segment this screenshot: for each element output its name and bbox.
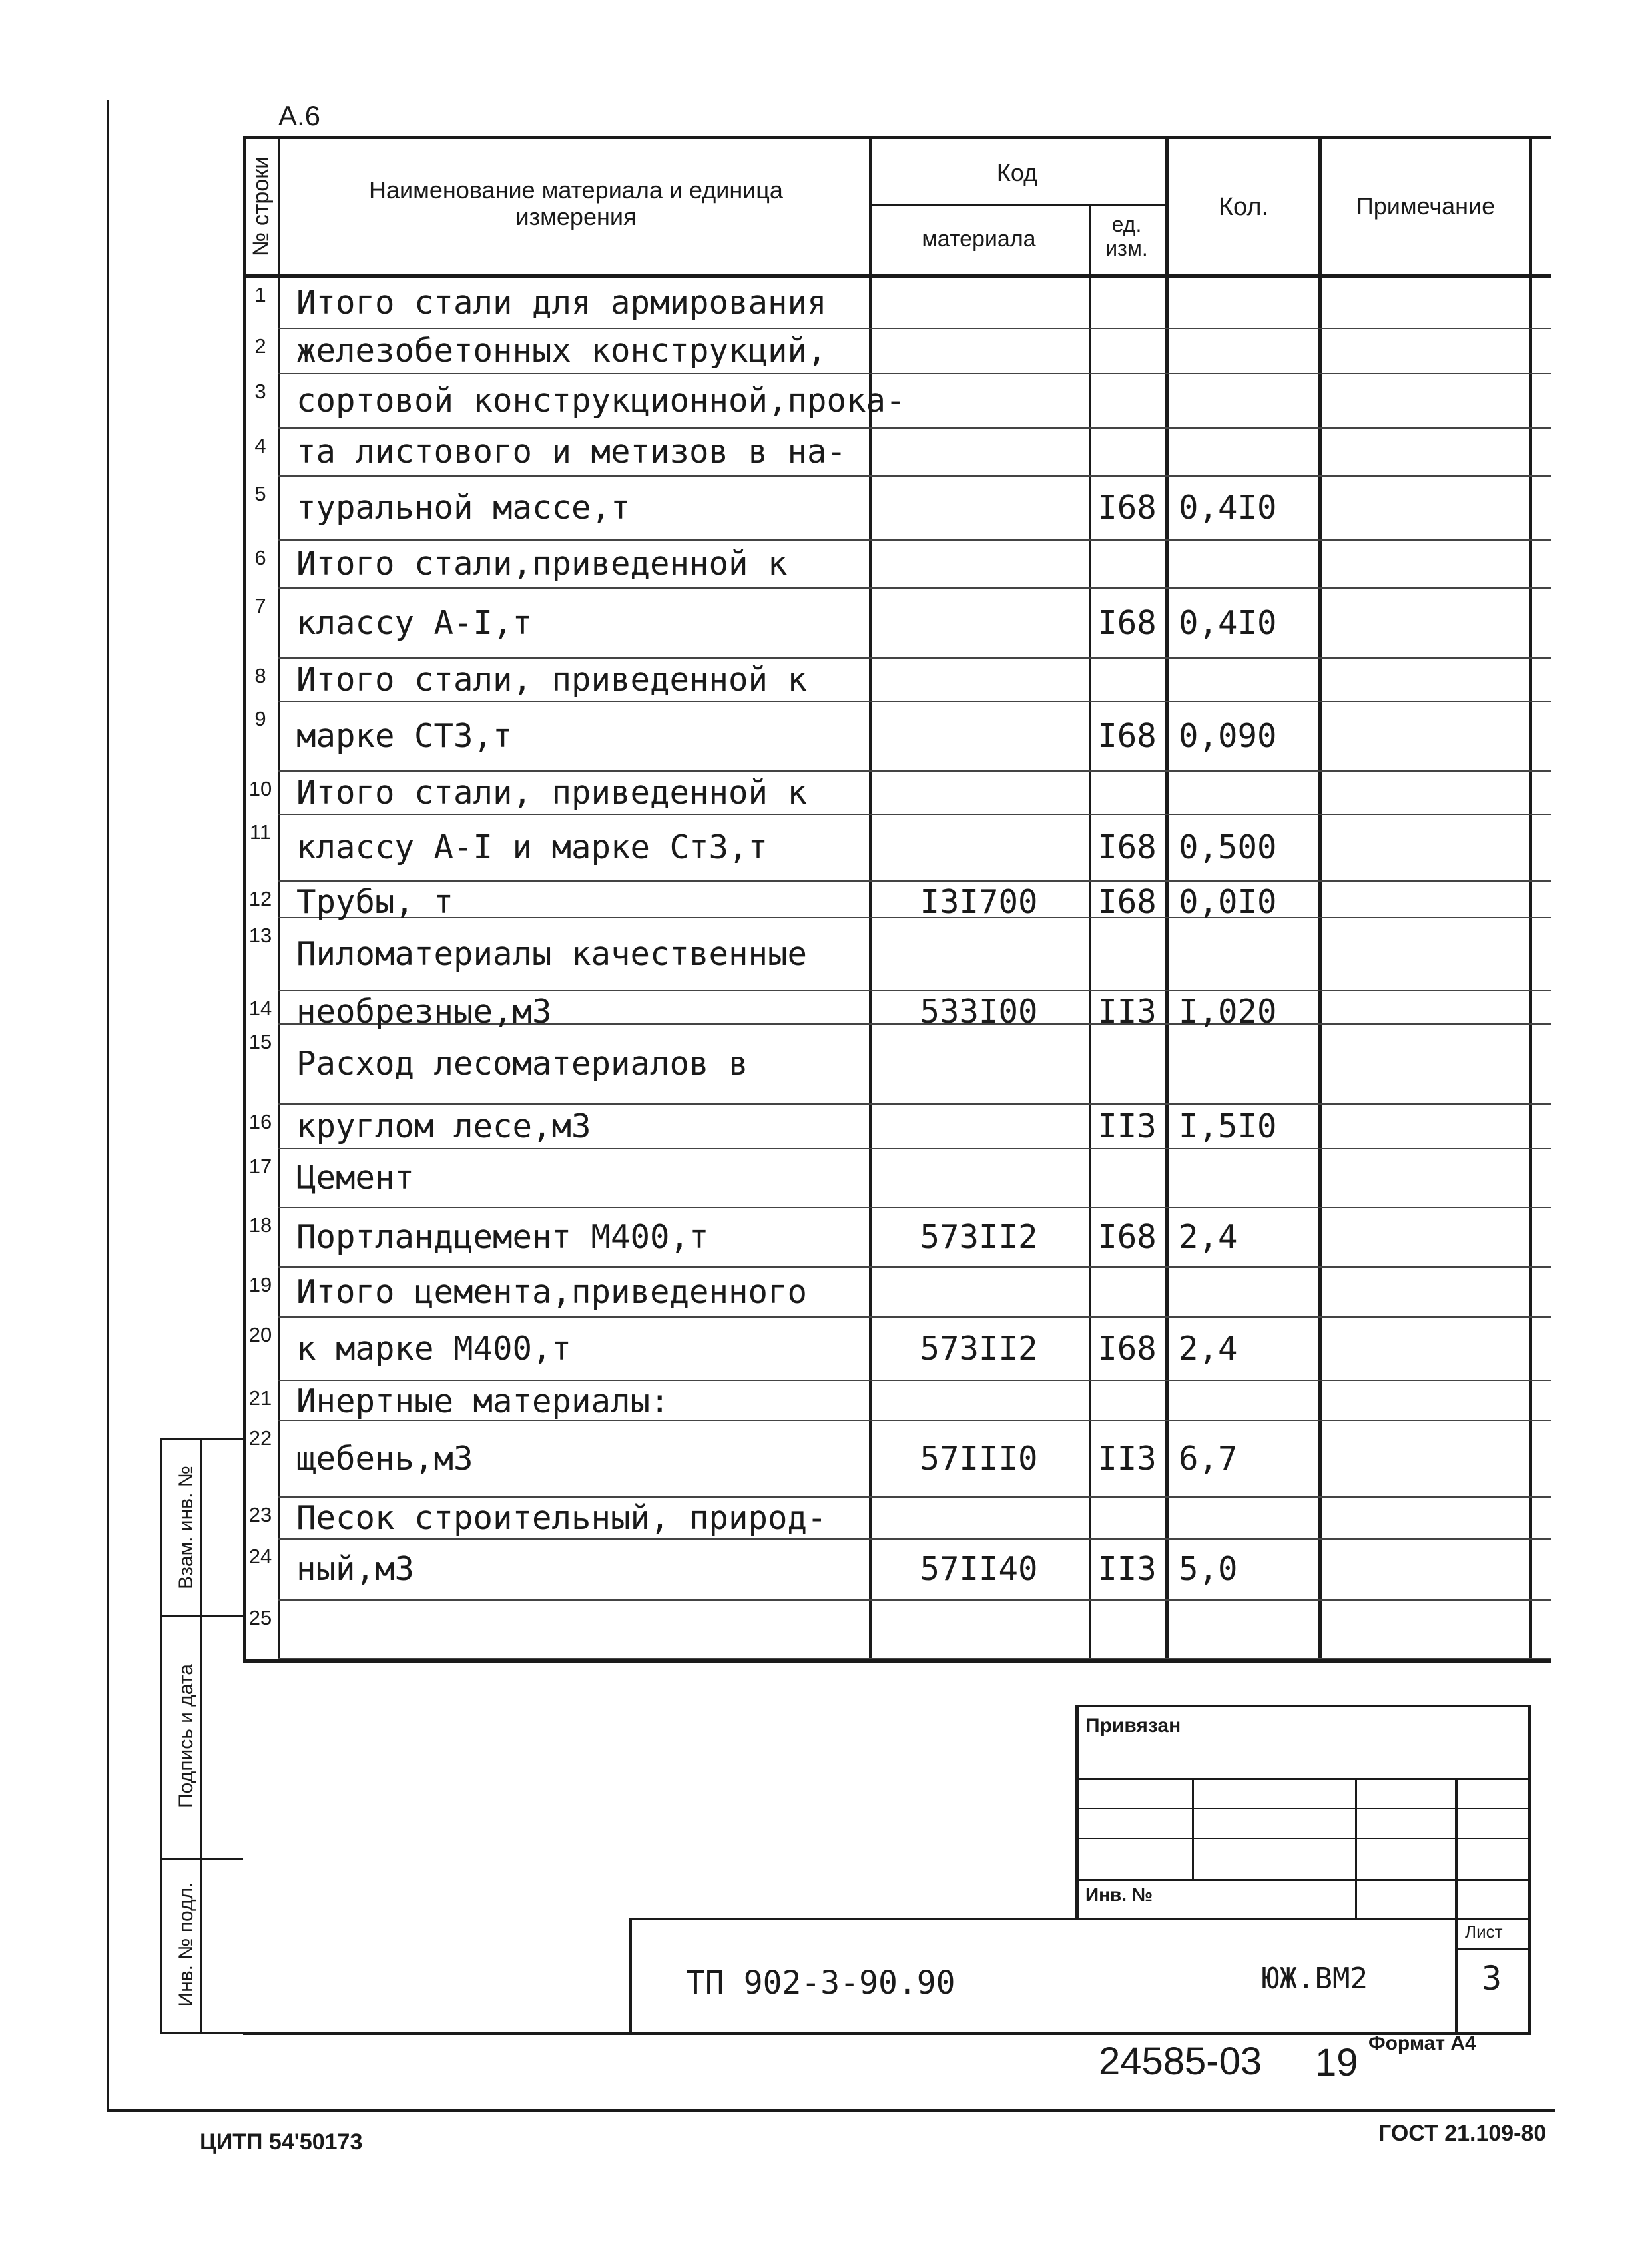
row-number: 21 — [248, 1386, 272, 1410]
row-number: 23 — [248, 1503, 272, 1526]
row-quantity: 0,0I0 — [1179, 883, 1277, 921]
row-material-code: 57II40 — [920, 1550, 1038, 1588]
row-number: 6 — [254, 546, 266, 569]
footer-right: ГОСТ 21.109-80 — [1378, 2121, 1547, 2146]
footer-left: ЦИТП 54'50173 — [200, 2129, 363, 2155]
table-row — [243, 429, 1551, 477]
table-row — [243, 1498, 1551, 1540]
table-row — [243, 991, 1551, 1031]
table-row — [243, 1105, 1551, 1149]
row-quantity: 6,7 — [1179, 1440, 1238, 1478]
section-code: ЮЖ.ВМ2 — [1262, 1962, 1368, 1996]
header-code: Код — [996, 159, 1038, 186]
row-quantity: 5,0 — [1179, 1550, 1238, 1588]
row-number: 17 — [248, 1155, 272, 1178]
row-unit: I68 — [1097, 604, 1157, 642]
row-name: Трубы, т — [296, 883, 454, 921]
row-name: Инертные материалы: — [296, 1382, 670, 1420]
table-row — [243, 278, 1551, 329]
row-unit: I68 — [1097, 883, 1157, 921]
sheet-number: 3 — [1482, 1959, 1502, 1998]
table-row — [243, 882, 1551, 921]
row-quantity: 0,090 — [1179, 717, 1277, 755]
row-number: 10 — [248, 777, 272, 800]
format-label: Формат А4 — [1368, 2032, 1476, 2054]
row-name: Итого стали, приведенной к — [296, 774, 808, 812]
row-number: 7 — [254, 594, 266, 617]
binding-line — [107, 100, 109, 2111]
row-number: 20 — [248, 1323, 272, 1346]
row-number: 9 — [254, 707, 266, 730]
table-row — [243, 702, 1551, 772]
row-number: 11 — [249, 820, 272, 844]
table-row — [243, 1318, 1551, 1381]
row-name: Итого стали,приведенной к — [296, 545, 788, 583]
row-name: Портландцемент М400,т — [296, 1218, 709, 1256]
row-name: марке СТ3,т — [296, 717, 513, 755]
sheet-label: А.6 — [278, 100, 321, 131]
header-row-no: № строки — [248, 156, 274, 257]
row-number: 3 — [254, 380, 266, 403]
table-row — [243, 1601, 1551, 1659]
table-row — [243, 541, 1551, 589]
doc-code: ТП 902-3-90.90 — [686, 1964, 956, 2002]
archive-number: 24585-03 — [1099, 2040, 1262, 2083]
header-unit: ед. изм. — [1105, 212, 1148, 260]
row-name: Итого стали, приведенной к — [296, 661, 808, 699]
row-unit: I68 — [1097, 1330, 1157, 1368]
table-row — [243, 589, 1551, 659]
row-number: 8 — [254, 664, 266, 687]
table-row — [243, 1268, 1551, 1318]
table-row — [243, 477, 1551, 541]
row-number: 5 — [254, 482, 266, 505]
table-row — [243, 1208, 1551, 1268]
row-number: 4 — [254, 434, 266, 457]
row-number: 15 — [248, 1030, 272, 1053]
label-sign-date: Подпись и дата — [175, 1664, 197, 1808]
row-material-code: 533I00 — [920, 993, 1038, 1031]
row-unit: II3 — [1097, 1107, 1157, 1145]
inv-no-label: Инв. № — [1085, 1884, 1153, 1905]
row-unit: I68 — [1097, 489, 1157, 527]
header-material: материала — [922, 226, 1036, 252]
row-number: 25 — [248, 1606, 272, 1629]
row-unit: I68 — [1097, 717, 1157, 755]
label-inv-orig: Инв. № подл. — [175, 1882, 197, 2007]
linked-label: Привязан — [1085, 1715, 1181, 1737]
row-name: Пиломатериалы качественные — [296, 935, 808, 973]
row-unit: I68 — [1097, 1218, 1157, 1256]
row-name: Песок строительный, природ- — [296, 1499, 827, 1537]
header-name: Наименование материала и единица измерения — [369, 176, 783, 231]
row-quantity: I,5I0 — [1179, 1107, 1277, 1145]
row-number: 24 — [248, 1545, 272, 1568]
row-name: туральной массе,т — [296, 489, 631, 527]
row-name: классу А-I и марке Ст3,т — [296, 828, 768, 866]
row-unit: II3 — [1097, 993, 1157, 1031]
row-material-code: 57III0 — [920, 1440, 1038, 1478]
row-name: Итого стали для армирования — [296, 284, 827, 322]
row-number: 19 — [248, 1273, 272, 1296]
label-replace-inv: Взам. инв. № — [175, 1466, 197, 1589]
row-name: Цемент — [296, 1159, 415, 1197]
row-name: щебень,м3 — [296, 1440, 473, 1478]
row-name: классу А-I,т — [296, 604, 533, 642]
sheet-word: Лист — [1465, 1922, 1503, 1942]
table-row — [243, 918, 1551, 991]
row-quantity: I,020 — [1179, 993, 1277, 1031]
row-number: 22 — [248, 1426, 272, 1450]
table-row — [243, 815, 1551, 882]
row-number: 18 — [248, 1213, 272, 1237]
table-row — [243, 1149, 1551, 1208]
header-qty: Кол. — [1218, 193, 1269, 221]
row-number: 13 — [248, 924, 272, 947]
row-number: 2 — [254, 334, 266, 358]
table-row — [243, 1025, 1551, 1105]
row-unit: II3 — [1097, 1440, 1157, 1478]
row-name: к марке М400,т — [296, 1330, 572, 1368]
table-row — [243, 772, 1551, 815]
row-quantity: 0,4I0 — [1179, 604, 1277, 642]
row-name: Итого цемента,приведенного — [296, 1273, 808, 1311]
row-unit: I68 — [1097, 828, 1157, 866]
row-unit: II3 — [1097, 1550, 1157, 1588]
table-row — [243, 1540, 1551, 1601]
row-name: необрезные,м3 — [296, 993, 552, 1031]
row-name: сортовой конструкционной,прока- — [296, 382, 906, 420]
table-row — [243, 659, 1551, 702]
row-number: 14 — [248, 997, 272, 1020]
header-note: Примечание — [1356, 192, 1496, 220]
bottom-border-line — [107, 2109, 1555, 2112]
table-row — [243, 329, 1551, 374]
table-row — [243, 1381, 1551, 1421]
row-name: ный,м3 — [296, 1550, 415, 1588]
table-row — [243, 374, 1551, 429]
row-number: 12 — [248, 887, 272, 910]
row-name: круглом лесе,м3 — [296, 1107, 591, 1145]
row-name: Расход лесоматериалов в — [296, 1045, 748, 1083]
row-number: 1 — [254, 283, 266, 306]
archive-sheet: 19 — [1315, 2041, 1358, 2084]
row-name: железобетонных конструкций, — [296, 332, 827, 370]
row-material-code: 573II2 — [920, 1218, 1038, 1256]
row-number: 16 — [248, 1110, 272, 1133]
row-quantity: 0,4I0 — [1179, 489, 1277, 527]
materials-table — [243, 136, 1551, 1662]
row-quantity: 2,4 — [1179, 1218, 1238, 1256]
row-material-code: I3I700 — [920, 883, 1038, 921]
row-material-code: 573II2 — [920, 1330, 1038, 1368]
row-quantity: 0,500 — [1179, 828, 1277, 866]
row-name: та листового и метизов в на- — [296, 433, 847, 471]
row-quantity: 2,4 — [1179, 1330, 1238, 1368]
table-row — [243, 1421, 1551, 1498]
